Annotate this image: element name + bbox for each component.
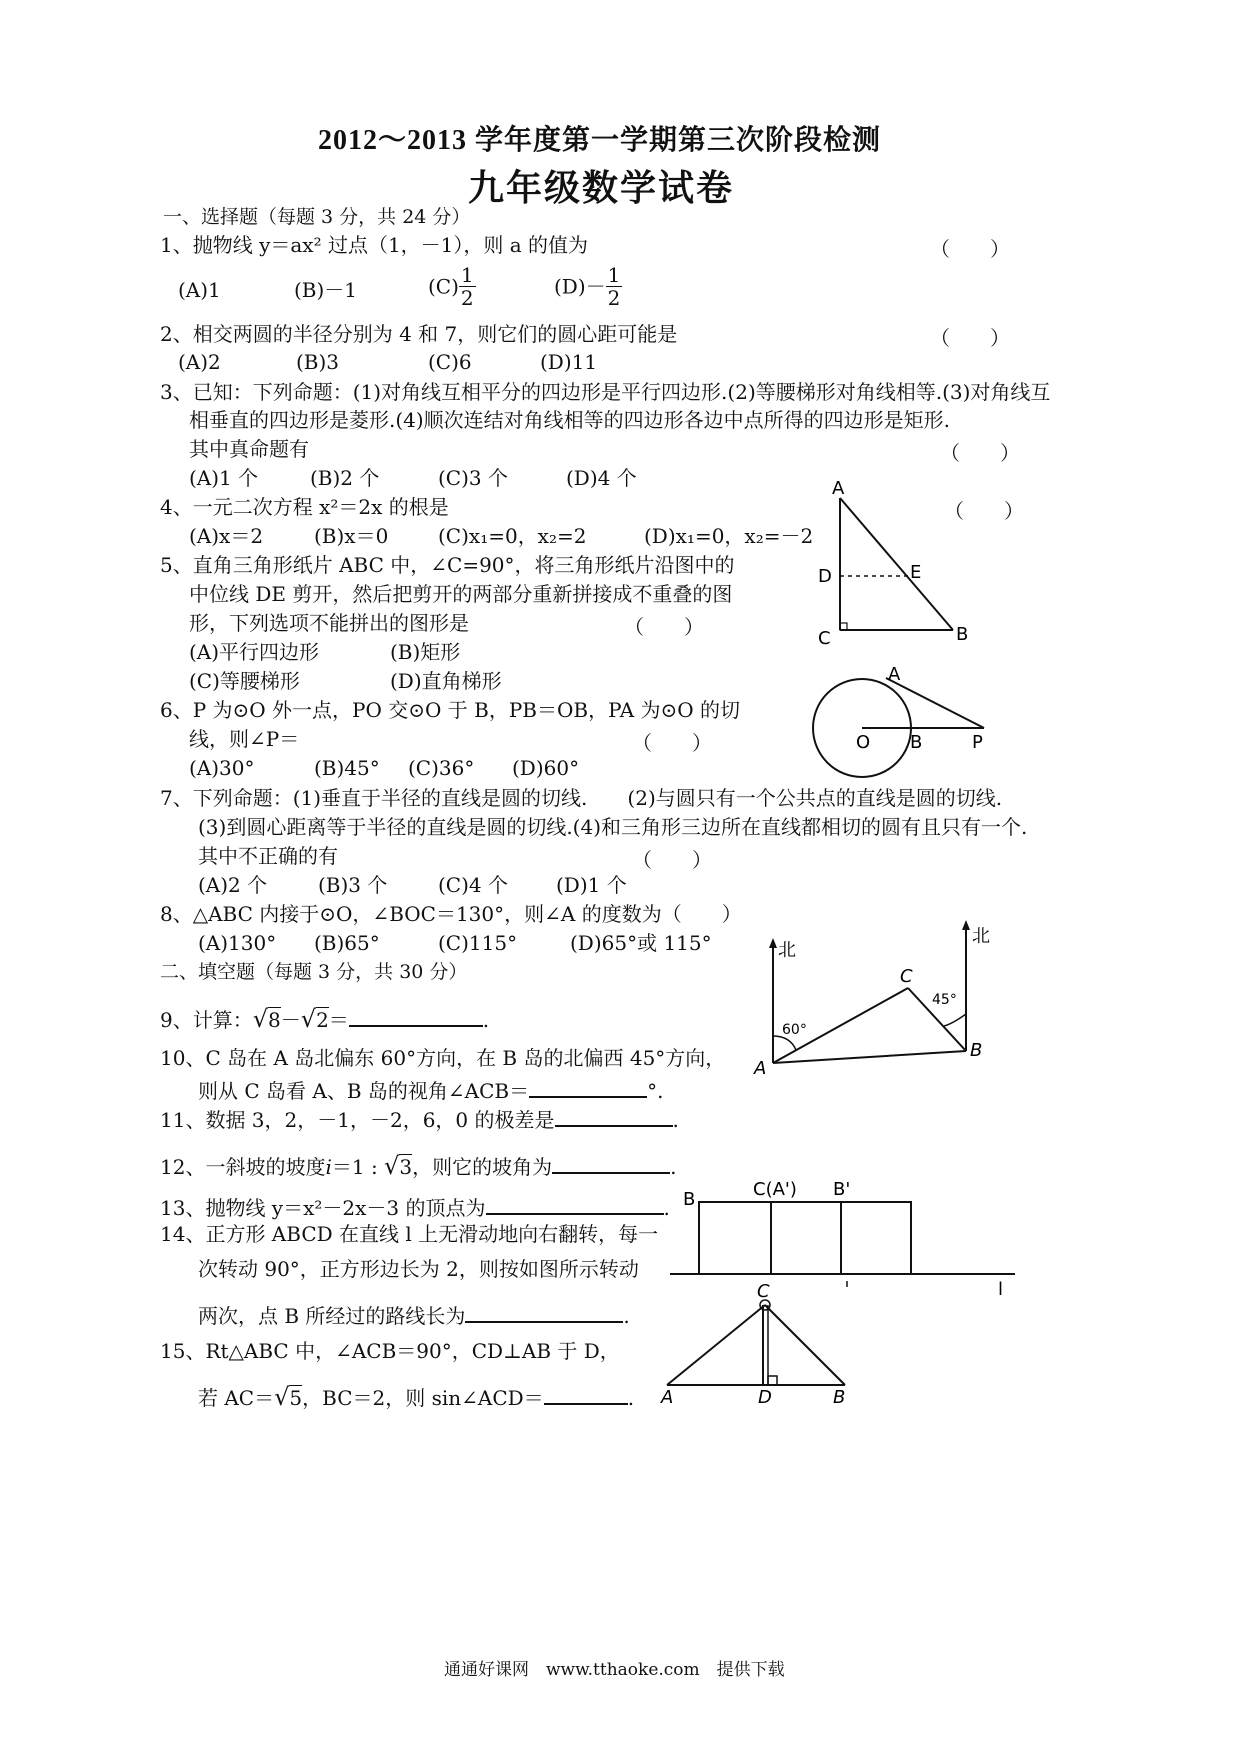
answer-blank[interactable] bbox=[552, 1152, 670, 1174]
numerator: 1 bbox=[607, 263, 621, 287]
question-text: 两次，点 B 所经过的路线长为 bbox=[198, 1304, 466, 1328]
question-14-line2: 次转动 90°，正方形边长为 2，则按如图所示转动 bbox=[198, 1257, 639, 1281]
answer-paren: （ ） bbox=[624, 615, 704, 639]
answer-blank[interactable] bbox=[529, 1076, 647, 1098]
option-b: (B)2 个 bbox=[310, 466, 380, 490]
section-heading-fill: 二、填空题（每题 3 分，共 30 分） bbox=[160, 961, 468, 983]
question-15-line2 bbox=[198, 1383, 634, 1410]
option-c: (C)36° bbox=[408, 756, 475, 780]
label-D: D bbox=[818, 566, 832, 587]
sqrt-symbol: √ bbox=[274, 1383, 290, 1411]
label-C: C bbox=[818, 628, 831, 648]
end-mark: °. bbox=[647, 1079, 664, 1103]
question-1-stem: 1、抛物线 y＝ax² 过点（1，－1），则 a 的值为 bbox=[160, 233, 589, 257]
question-text: ，BC＝2，则 sin∠ACD＝ bbox=[302, 1386, 544, 1410]
question-6-line2: 线，则∠P＝ bbox=[189, 727, 300, 751]
question-text: 13、抛物线 y＝x²－2x－3 的顶点为 bbox=[160, 1196, 486, 1220]
option-c: (C)3 个 bbox=[438, 466, 508, 490]
question-14-line3 bbox=[198, 1301, 630, 1328]
figure-q15-altitude-triangle bbox=[655, 1275, 870, 1410]
question-2-stem: 2、相交两圆的半径分别为 4 和 7，则它们的圆心距可能是 bbox=[160, 322, 678, 346]
radicand: 3 bbox=[399, 1155, 413, 1179]
label-B-prime: B' bbox=[833, 1179, 851, 1200]
answer-blank[interactable] bbox=[544, 1383, 628, 1405]
answer-blank[interactable] bbox=[465, 1301, 623, 1323]
footer-source: 通通好课网 www.tthaoke.com 提供下载 bbox=[444, 1660, 785, 1680]
question-text: 若 AC＝ bbox=[198, 1386, 275, 1410]
option-d bbox=[554, 264, 622, 309]
label-C-A-prime: C(A') bbox=[753, 1179, 797, 1200]
answer-paren: （ ） bbox=[944, 499, 1024, 523]
option-d: (D)x₁=0，x₂=－2 bbox=[644, 524, 814, 548]
end-mark: . bbox=[623, 1304, 630, 1328]
end-mark: . bbox=[672, 1108, 679, 1132]
question-5-line2: 中位线 DE 剪开，然后把剪开的两部分重新拼接成不重叠的图 bbox=[189, 582, 733, 606]
option-a: (A)2 bbox=[178, 350, 221, 374]
option-c: (C)6 bbox=[428, 350, 472, 374]
option-b: (B)3 个 bbox=[318, 873, 388, 897]
option-d: (D)1 个 bbox=[556, 873, 627, 897]
denominator: 2 bbox=[460, 286, 474, 310]
option-a: (A)30° bbox=[189, 756, 255, 780]
answer-paren: （ ） bbox=[940, 441, 1020, 465]
question-3-line3: 其中真命题有 bbox=[189, 437, 309, 461]
label-A: A bbox=[661, 1387, 674, 1408]
label-A: A bbox=[832, 478, 845, 499]
exam-subtitle: 九年级数学试卷 bbox=[468, 167, 735, 209]
angle-45-label: 45° bbox=[932, 992, 957, 1008]
question-11 bbox=[160, 1105, 679, 1132]
radicand: 2 bbox=[316, 1008, 329, 1032]
slope-symbol: i bbox=[325, 1155, 332, 1179]
sqrt-symbol: √ bbox=[384, 1152, 400, 1180]
option-a: (A)x＝2 bbox=[189, 524, 264, 548]
label-C: C bbox=[757, 1281, 770, 1302]
label-D: D bbox=[758, 1387, 772, 1408]
fraction bbox=[606, 264, 623, 309]
fraction bbox=[459, 264, 476, 309]
figure-q10-bearings bbox=[748, 918, 1008, 1078]
question-text: 11、数据 3，2，－1，－2，6，0 的极差是 bbox=[160, 1108, 555, 1132]
label-O: O bbox=[856, 732, 871, 753]
label-line-l: l bbox=[998, 1279, 1004, 1300]
question-15-line1: 15、Rt△ABC 中，∠ACB＝90°，CD⊥AB 于 D， bbox=[160, 1339, 620, 1363]
option-c: (C)等腰梯形 bbox=[189, 669, 300, 693]
question-12 bbox=[160, 1152, 676, 1179]
question-14-line1: 14、正方形 ABCD 在直线 l 上无滑动地向右翻转，每一 bbox=[160, 1222, 659, 1246]
numerator: 1 bbox=[460, 263, 474, 287]
option-prefix: (C) bbox=[428, 274, 459, 299]
option-b: (B)65° bbox=[314, 931, 380, 955]
answer-paren: （ ） bbox=[632, 731, 712, 755]
answer-blank[interactable] bbox=[349, 1005, 483, 1027]
option-b: (B)x＝0 bbox=[314, 524, 389, 548]
equals-sign: ＝ bbox=[328, 1008, 349, 1032]
option-b: (B)矩形 bbox=[390, 640, 461, 664]
option-b: (B)－1 bbox=[294, 278, 358, 302]
question-8-stem: 8、△ABC 内接于⊙O，∠BOC＝130°，则∠A 的度数为（ ） bbox=[160, 902, 742, 926]
denominator: 2 bbox=[607, 286, 621, 310]
option-prefix: (D)－ bbox=[554, 274, 606, 299]
answer-paren: （ ） bbox=[930, 326, 1010, 350]
minus-sign: － bbox=[280, 1008, 301, 1032]
option-a: (A)1 bbox=[178, 278, 221, 302]
question-10-line1: 10、C 岛在 A 岛北偏东 60°方向，在 B 岛的北偏西 45°方向， bbox=[160, 1046, 726, 1070]
north-label-2: 北 bbox=[972, 926, 990, 947]
option-d: (D)65°或 115° bbox=[570, 931, 712, 955]
north-label-1: 北 bbox=[778, 940, 796, 961]
option-c bbox=[428, 264, 476, 309]
end-mark: . bbox=[670, 1155, 677, 1179]
question-7-line3: 其中不正确的有 bbox=[198, 844, 338, 868]
label-B: B bbox=[833, 1387, 846, 1408]
option-a: (A)130° bbox=[198, 931, 277, 955]
question-7-line2: (3)到圆心距离等于半径的直线是圆的切线.(4)和三角形三边所在直线都相切的圆有且只有一个. bbox=[198, 815, 1028, 839]
question-5-line1: 5、直角三角形纸片 ABC 中，∠C=90°，将三角形纸片沿图中的 bbox=[160, 553, 735, 577]
end-mark: . bbox=[663, 1196, 670, 1220]
question-3-line2: 相垂直的四边形是菱形.(4)顺次连结对角线相等的四边形各边中点所得的四边形是矩形. bbox=[189, 408, 951, 432]
label-P: P bbox=[972, 732, 983, 753]
question-5-line3: 形，下列选项不能拼出的图形是 bbox=[189, 611, 469, 635]
figure-q5-triangle bbox=[808, 478, 983, 648]
label-A: A bbox=[754, 1058, 767, 1078]
answer-blank[interactable] bbox=[555, 1105, 673, 1127]
question-13 bbox=[160, 1193, 670, 1220]
question-text: ，则它的坡角为 bbox=[412, 1155, 553, 1179]
label-B: B bbox=[910, 732, 923, 753]
question-4-stem: 4、一元二次方程 x²＝2x 的根是 bbox=[160, 495, 449, 519]
question-6-line1: 6、P 为⊙O 外一点，PO 交⊙O 于 B，PB＝OB，PA 为⊙O 的切 bbox=[160, 698, 741, 722]
option-c: (C)4 个 bbox=[438, 873, 508, 897]
question-text: 12、一斜坡的坡度 bbox=[160, 1155, 326, 1179]
option-b: (B)45° bbox=[314, 756, 380, 780]
option-a: (A)平行四边形 bbox=[189, 640, 320, 664]
radicand: 8 bbox=[268, 1008, 281, 1032]
label-B: B bbox=[956, 624, 969, 645]
option-d: (D)11 bbox=[540, 350, 598, 374]
label-C: C bbox=[900, 966, 913, 987]
option-d: (D)60° bbox=[512, 756, 580, 780]
option-c: (C)115° bbox=[438, 931, 518, 955]
label-E: E bbox=[910, 562, 922, 583]
answer-blank[interactable] bbox=[486, 1193, 664, 1215]
question-prefix: 9、计算： bbox=[160, 1008, 253, 1032]
answer-paren: （ ） bbox=[930, 237, 1010, 261]
question-10-line2 bbox=[198, 1076, 663, 1103]
sqrt-symbol: √ bbox=[252, 1005, 269, 1033]
exam-title: 2012～2013 学年度第一学期第三次阶段检测 bbox=[318, 125, 882, 156]
option-d: (D)4 个 bbox=[566, 466, 637, 490]
angle-60-label: 60° bbox=[782, 1022, 807, 1038]
label-B: B bbox=[683, 1189, 696, 1210]
question-9 bbox=[160, 1005, 489, 1032]
option-a: (A)1 个 bbox=[189, 466, 259, 490]
figure-q6-circle-tangent bbox=[800, 660, 1000, 780]
question-7-line1: 7、下列命题：(1)垂直于半径的直线是圆的切线. (2)与圆只有一个公共点的直线是圆的切线. bbox=[160, 786, 1003, 810]
section-heading-choice: 一、选择题（每题 3 分，共 24 分） bbox=[163, 206, 471, 228]
option-c: (C)x₁=0，x₂=2 bbox=[438, 524, 587, 548]
option-b: (B)3 bbox=[296, 350, 340, 374]
option-a: (A)2 个 bbox=[198, 873, 268, 897]
option-d: (D)直角梯形 bbox=[390, 669, 502, 693]
end-mark: . bbox=[482, 1008, 490, 1032]
question-3-line1: 3、已知：下列命题：(1)对角线互相平分的四边形是平行四边形.(2)等腰梯形对角线相等.(3)对角线互 bbox=[160, 380, 1051, 404]
label-B: B bbox=[970, 1040, 983, 1061]
label-A: A bbox=[888, 664, 901, 685]
radicand: 5 bbox=[289, 1386, 303, 1410]
sqrt-symbol: √ bbox=[300, 1005, 317, 1033]
answer-paren: （ ） bbox=[632, 848, 712, 872]
question-text: 则从 C 岛看 A、B 岛的视角∠ACB＝ bbox=[198, 1079, 530, 1103]
end-mark: . bbox=[627, 1386, 635, 1410]
ratio-text: ＝1 : bbox=[331, 1155, 385, 1179]
